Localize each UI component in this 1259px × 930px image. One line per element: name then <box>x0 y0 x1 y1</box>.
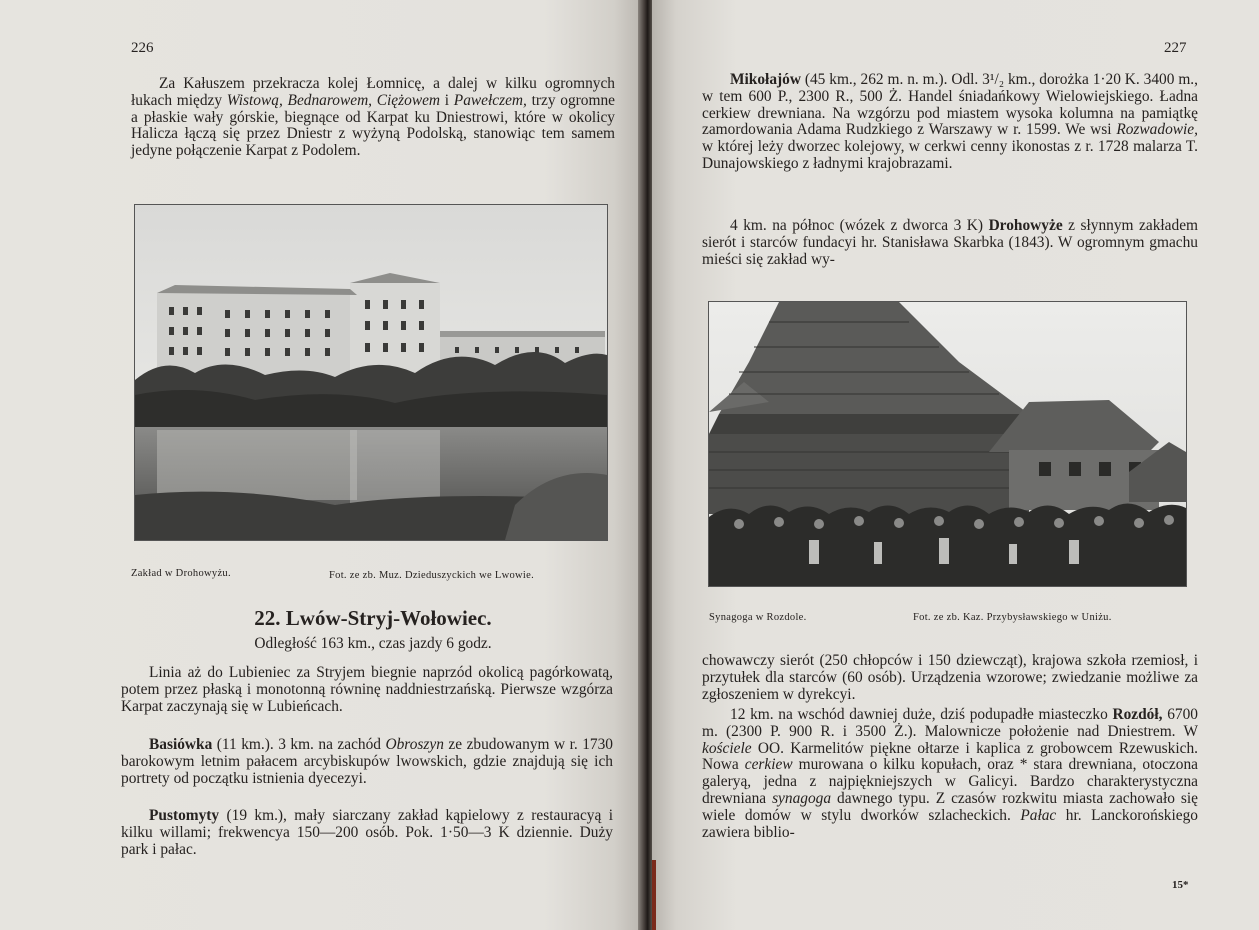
signature-mark: 15* <box>1172 879 1189 891</box>
building-by-water-image <box>135 205 607 540</box>
right-page <box>652 0 1259 930</box>
paragraph-linia: Linia aż do Lubieniec za Stryjem biegnie naprzód okolicą pagórkowatą, potem przez płaską i monotonną równinę naddniestrzańską. Pierwsze wzgórza Karpat zaczynają się w Lubieńcach. <box>121 664 613 715</box>
paragraph-mikolajow: Mikołajów (45 km., 262 m. n. m.). Odl. 3¹/₂ km., dorożka 1·20 K. 3400 m., w tem 600 P., 2300 R., 500 Ż. Handel śniadańkowy Wielowiejskiego. Ładna cerkiew drewniana. Na wzgórzu pod miastem wysoka kolumna na pamiątkę zamordowania Adama Rudzkiego z Warszawy w r. 1599. We wsi Rozwadowie, w której leży dworzec kolejowy, w cerkwi cenny ikonostas z r. 1728 malarza T. Dunajowskiego z ładnymi krajobrazami. <box>702 71 1198 172</box>
page-number-right: 227 <box>1164 40 1187 56</box>
section-subtitle: Odległość 163 km., czas jazdy 6 godz. <box>254 635 492 652</box>
paragraph-chowawczy: chowawczy sierót (250 chłopców i 150 dziewcząt), krajowa szkoła rzemiosł, i przytułek dla starców (60 osób). Urządzenia wzorowe; zwiedzanie możliwe za zgłoszeniem w dyrekcyi. <box>702 652 1198 703</box>
paragraph-rozdol: 12 km. na wschód dawniej duże, dziś podupadłe miasteczko Rozdół, 6700 m. (2300 P. 900 R. i 3500 Ż.). Malownicze położenie nad Dniestrem. W kościele OO. Karmelitów piękne ołtarze i kaplica z grobowcem Rzewuskich. Nowa cerkiew murowana o kilku kopułach, oraz * stara drewniana, otoczona galeryą, jedna z najpiękniejszych w Galicyi. Bardzo charakterystyczna drewniana synagoga dawnego typu. Z czasów rozkwitu miasta zachowało się wiele domów w stylu dworków szlacheckich. Pałac hr. Lanckorońskiego zawiera biblio- <box>702 706 1198 841</box>
paragraph-drohowyze: 4 km. na północ (wózek z dworca 3 K) Drohowyże z słynnym zakładem sierót i starców fundacyi hr. Stanisława Skarbka (1843). W ogromnym gmachu mieści się zakład wy- <box>702 217 1198 268</box>
photo-credit-left: Fot. ze zb. Muz. Dzieduszyckich we Lwowie. <box>329 570 535 581</box>
paragraph-basiowka: Basiówka (11 km.). 3 km. na zachód Obroszyn ze zbudowanym w r. 1730 barokowym letnim pałacem arcybiskupów lwowskich, gdzie znajdują się ich portrety od początku istnienia dyecezyi. <box>121 736 613 787</box>
photo-credit-right: Fot. ze zb. Kaz. Przybysławskiego w Uniżu. <box>913 612 1112 623</box>
section-title: 22. Lwów-Stryj-Wołowiec. <box>254 606 492 630</box>
page-number-left: 226 <box>131 40 154 56</box>
intro-paragraph: Za Kałuszem przekracza kolej Łomnicę, a dalej w kilku ogromnych łukach między Wistową, Bednarowem, Ciężowem i Pawełczem, trzy ogromne a płaskie wały górskie, biegnące od Karpat ku Dniestrowi, które w okolicy Halicza łączą się przez Dniestr z wyżyną Podolską, stanowiąc tem samem jedyne połączenie Karpat z Podolem. <box>131 75 615 160</box>
book-edge <box>652 860 656 930</box>
photo-zaklad-drohowyze <box>134 204 608 541</box>
photo-caption-right: Synagoga w Rozdole. <box>709 612 807 623</box>
paragraph-pustomyty: Pustomyty (19 km.), mały siarczany zakład kąpielowy z restauracyą i kilku willami; frekwencya 150—200 osób. Pok. 1·50—3 K dziennie. Duży park i pałac. <box>121 807 613 858</box>
synagogue-crowd-image <box>709 302 1186 586</box>
photo-synagoga-rozdol <box>708 301 1187 587</box>
photo-caption-left: Zakład w Drohowyżu. <box>131 568 231 579</box>
